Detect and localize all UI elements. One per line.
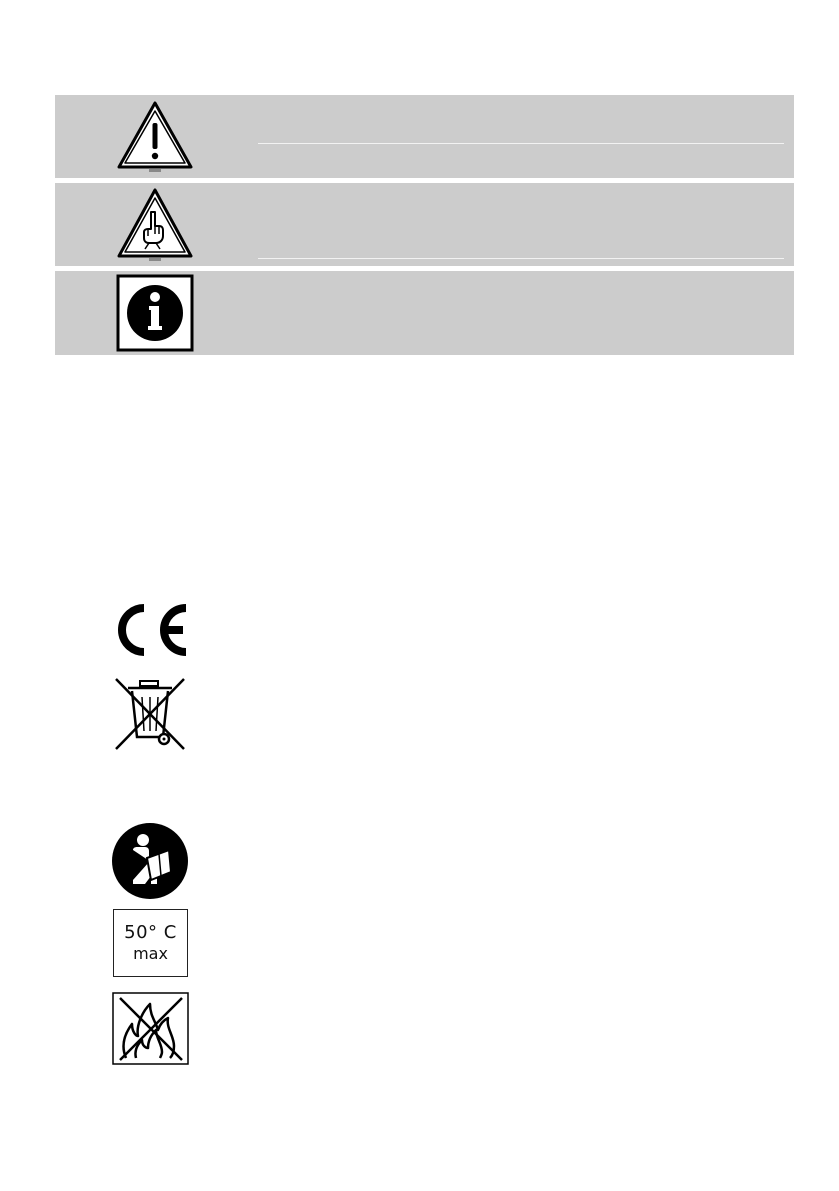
read-manual-icon [111,822,189,900]
legend-row-warning [55,95,794,178]
information-icon [116,274,194,352]
caution-hand-icon [115,186,195,264]
temperature-value: 50° C [124,922,177,943]
legend-rule [258,143,784,144]
legend-row-caution [55,183,794,266]
no-fire-icon [112,992,189,1065]
legend-icon-cell [55,95,255,178]
max-temperature-icon [113,909,188,977]
temperature-max-label: max [133,944,168,963]
crossed-out-bin-icon [112,675,188,751]
legend-icon-cell [55,183,255,266]
legend-rule [258,258,784,259]
ce-mark-icon [110,604,190,656]
legend-row-information [55,271,794,355]
legend-icon-cell [55,271,255,355]
warning-exclamation-icon [115,99,195,175]
